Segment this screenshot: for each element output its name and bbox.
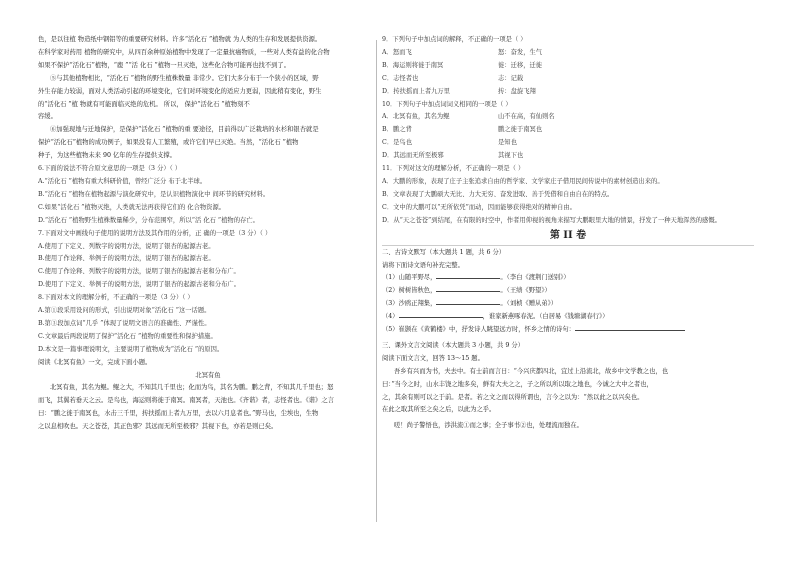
passage-paragraph-4: [38, 34, 378, 73]
option-b[interactable]: B．鹏之背 鹏之徙于南冥也: [382, 126, 543, 134]
text-line: 的“活化石 ”植 物就有可能面临灭绝的危机。 所以， 保护“活化石 ”植物刻不: [38, 100, 250, 108]
option-d[interactable]: D．从“天之苍苍”到结尾，在有限的时空中，作者用仰视的视角来描写大鹏眼里大地的情景，抒发了一种天地浑然的感慨。: [382, 216, 721, 224]
passage-paragraph-6: [38, 124, 378, 163]
section-2-title: 第 II 卷: [549, 229, 587, 241]
poem-item-3: （3）沙鸥正翔集， 。（刘桢《赠从弟》）: [382, 300, 558, 308]
text-line: 而飞，其翼若垂天之云。是鸟也，海运则将徙于南冥。南冥者，天池也。《齐谐》者，志怪者也。《谐》之言: [38, 397, 334, 405]
option-b[interactable]: B．海运则将徙于南冥 徙：迁移，迁徙: [382, 61, 543, 69]
text-line: ⑥加强现地与迁地保护，是保护“活化石 ”植物的重 要途径，目前得以广泛栽培的水杉和银杏就是: [50, 126, 319, 134]
poem-item-1: （1）山随平野尽， 。（李白《渡荆门送别》）: [382, 274, 570, 282]
text-line: 在科学家对药用 植物的研究中，从四百余种原始植物中发现了一定量抗癌物质，一些对人类有益的化合物: [38, 48, 330, 56]
text-line: 容缓。: [38, 113, 57, 121]
text-line: 色，是以往植 物造纸中钢铝等的重要研究材料。许多“活化石 ”植物就 为人类的生存和发展提供资源。: [38, 36, 322, 43]
question-stem: 7.下面对文中画线句子使用的说明方法及其作用的分析，正 确的一项是（3 分）（ ）: [38, 229, 272, 237]
option-a[interactable]: A.使用了下定义、列数字的说明方法，说明了银杏的起源古老。: [38, 242, 215, 250]
text-line: 曰：“鹏之徙于南冥也，水击三千里，抟扶摇而上者九万里，去以六月息者也。”野马也，尘埃也，生物: [38, 410, 319, 418]
text-line: 保护“活化石”植物的成功例子，如果没有人工繁殖，或许它们早已灭绝。当然，“活化石 ”植物: [38, 139, 299, 147]
classical-passage-ending: 嗟！尚子警悟也，渉洪流①而之事；全子事书②也，处理流而独在。: [394, 422, 583, 430]
section-rule: [382, 245, 754, 246]
option-a[interactable]: A.“活化石 ”植物有重大科研价值，曾经广泛分 布于北半球。: [38, 177, 207, 185]
option-b[interactable]: B.“活化石 ”植物在植物起源与演化研究中，是认识植物演化中 间环节的研究材料。: [38, 190, 270, 198]
poem-section-intro: 请将下面诗文语句补充完整。: [382, 261, 464, 269]
answer-blank[interactable]: [436, 272, 500, 279]
option-b[interactable]: B.第③段加点词“几乎 ”体现了说明文语言的准确性、严谨性。: [38, 319, 211, 327]
question-stem: 6.下面的说法不符合原文意思的一项是（3 分）（ ）: [38, 165, 182, 173]
question-9: [382, 34, 754, 99]
answer-blank[interactable]: [436, 298, 500, 305]
option-c[interactable]: C.使用了作诠释、列数字的说明方法，说明了银杏的起源古老和分布广。: [38, 268, 240, 276]
classical-passage: [38, 382, 378, 434]
text-line: 外生存能力较弱，面对人类活动引起的环境变化，它们对环境变化的适应力更弱，因此稍有变化，野生: [38, 87, 322, 95]
option-a[interactable]: A．怒而飞 怒：奋发，生气: [382, 48, 543, 56]
text-line: 曰：”当今之时，山水丰饶之地多矣，鲜有大夫之之，子之所以所以取之地也，今诚之大中之者也，: [382, 380, 653, 388]
text-line: 种子，为这些植物未来 90 亿年的生存提供支撑。: [38, 152, 176, 160]
question-stem: 11．下列对这文的理解分析，不正确的一项是（ ）: [382, 165, 525, 173]
poem-item-4: （4） ，谁家新燕啄春泥。（白居易《钱塘湖春行》）: [382, 313, 609, 321]
left-column: [38, 34, 378, 434]
option-c[interactable]: C．志怪者也 志：记载: [382, 74, 524, 82]
option-b[interactable]: B.使用了作诠释、举例子的说明方法，说明了银杏的起源古老。: [38, 255, 215, 263]
option-a[interactable]: A.第①段采用设问的形式，引出说明对象“活化石 ”这一话题。: [38, 307, 211, 315]
question-stem: 10．下列句子中加点词词义相同的一项是（ ）: [382, 100, 512, 108]
answer-blank[interactable]: [436, 285, 500, 292]
text-line: 如果不保护“活化石”植物，“鹿 ”“活 化石 ”植物一旦灭绝，这些化合物可能再也找不到了。: [38, 61, 291, 69]
text-line: 北冥有鱼，其名为鲲。鲲之大，不知其几千里也；化而为鸟，其名为鹏。鹏之背，不知其几千里也；怒: [50, 384, 334, 392]
text-line: 之，其余有则可以之于前。是者。若之文之而以得所谓也，言今之以为：“然以此之以兴矣也。: [382, 393, 644, 401]
text-line: ⑤与其他植物相比，“活化石 ”植物的野生植株数量 非常少。它们大多分布于一个狭小的区域，野: [50, 74, 319, 82]
question-8: [38, 292, 378, 357]
text-line: 吾乡有兴而为书，夫去中。有士前而言日：“今兴庆都四北，宜过上沿流北，故乡中文学教之也，也: [394, 367, 668, 375]
text-line: 在此之取其所至之矣之后，以此为之乎。: [382, 406, 496, 414]
classical-section-heading: 三、课外文言文阅读（本大题共 3 小题，共 9 分）: [382, 341, 524, 349]
right-column: [382, 34, 754, 433]
question-stem: 8.下面对本文的理解分析，不正确的一项是（3 分）（ ）: [38, 294, 194, 302]
classical-passage: [382, 366, 754, 418]
text-line: 之以息相吹也。天之苍苍，其正色邪？其远而无所至极邪？其视下也，亦若是则已矣。: [38, 423, 278, 431]
question-10: [382, 99, 754, 164]
passage-paragraph-5: [38, 73, 378, 125]
question-6: [38, 163, 378, 228]
poem-section-heading: 二、古诗文默写（本大题共 1 题，共 6 分）: [382, 248, 506, 256]
option-d[interactable]: D.使用了下定义、举例子的说明方法，说明了银杏的起源古老和分布广。: [38, 281, 241, 289]
option-d[interactable]: D．其远而无所至极邪 其视下也: [382, 152, 524, 160]
option-c[interactable]: C．文中的大鹏可以“无所依凭”而动，因而能够获得绝对的精神自由。: [382, 203, 576, 211]
option-c[interactable]: C.文章最后两段说明了保护“活化石 ”植物的重要性和保护措施。: [38, 332, 217, 340]
option-b[interactable]: B．文章表现了大鹏硕大无比、力大无穷、奋发进取、善于凭借和自由自在的特点。: [382, 190, 614, 198]
classical-section-intro: 阅读下面文言文，回答 13～15 题。: [382, 354, 484, 362]
option-d[interactable]: D.“活化石 ”植物野生植株数量稀少，分布范围窄，所以“活 化石 ”植物的存亡。: [38, 216, 259, 224]
question-11: [382, 163, 754, 228]
option-d[interactable]: D．抟扶摇而上者九万里 抟：盘旋飞翔: [382, 87, 536, 95]
reading-intro: 阅读《北冥有鱼》一文，完成下面小题。: [38, 358, 152, 366]
poem-item-2: （2）树树皆秋色， 。（王绩《野望》）: [382, 287, 551, 295]
option-d[interactable]: D.本文是一篇事理说明文，主要说明了植物成为“活化石 ”的原因。: [38, 345, 224, 353]
poem-item-5: （5）崔颢在《黄鹤楼》中，抒发诗人眺望远方时，怀乡之情的诗句：: [382, 324, 754, 337]
question-7: [38, 228, 378, 293]
answer-blank[interactable]: [399, 311, 483, 318]
question-stem: 9．下列句子中加点词的解释，不正确的一项是（ ）: [382, 36, 527, 43]
answer-blank[interactable]: [575, 324, 685, 331]
option-a[interactable]: A．大鹏的形象，表现了庄子主张追求自由的哲学家、文学家庄子借用民间传说中的素材创造出来的。: [382, 177, 664, 185]
option-c[interactable]: C．是鸟也 是知也: [382, 139, 517, 147]
option-a[interactable]: A．北冥有鱼，其名为鲲 山不在高，有仙则名: [382, 113, 555, 121]
passage-title: 北冥有鱼: [195, 371, 221, 379]
option-c[interactable]: C.如果“活化石 ”植物灭绝，人类就无法再获得它们的 化合物资源。: [38, 203, 226, 211]
